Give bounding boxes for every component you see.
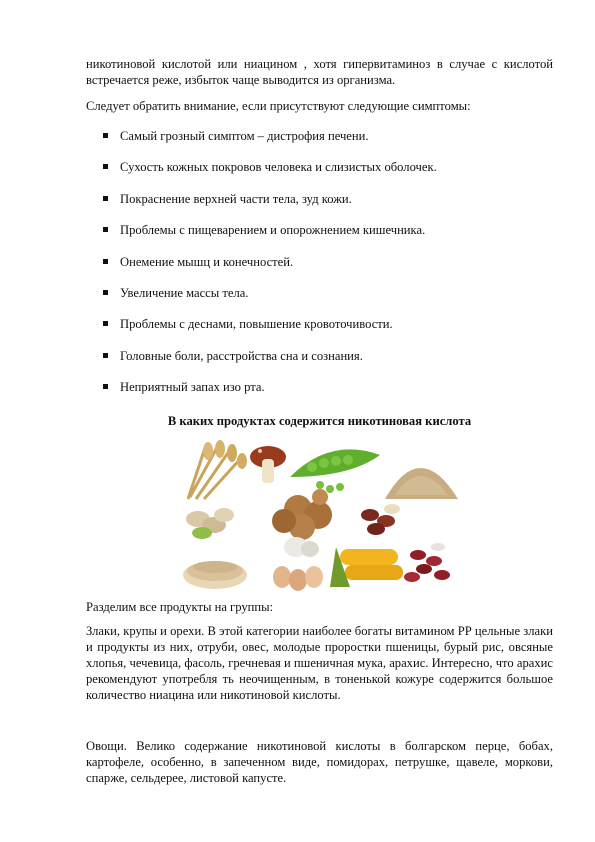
list-item bbox=[86, 316, 546, 347]
list-item-text: Самый грозный симптом – дистрофия печени. bbox=[120, 129, 369, 143]
food-collage-image bbox=[180, 437, 460, 592]
list-item-text: Онемение мышц и конечностей. bbox=[120, 254, 294, 269]
bullet-icon bbox=[103, 321, 108, 326]
list-item bbox=[86, 285, 546, 316]
section-heading: В каких продуктах содержится никотиновая кислота bbox=[167, 414, 472, 428]
list-item-text: Сухость кожных покровов человека и слизистых оболочек. bbox=[120, 160, 437, 175]
bullet-icon bbox=[103, 384, 108, 389]
list-item-text: Проблемы с пищеварением и опорожнением кишечника. bbox=[120, 223, 426, 238]
list-item bbox=[86, 159, 546, 190]
list-item bbox=[86, 348, 546, 379]
list-item-text: Проблемы с деснами, повышение кровоточивости. bbox=[120, 317, 393, 332]
list-item bbox=[86, 379, 546, 410]
list-item bbox=[86, 191, 546, 222]
list-item bbox=[86, 128, 546, 159]
grains-paragraph: Злаки, крупы и орехи. В этой категории наиболее богаты витамином РР цельные злаки и продукты из них, отруби, овес, молодые проростки пшеницы, бурый рис, овсяные хлопья, чечевица, фасоль, гречневая и пшеничная мука, арахис. Интересно, что арахис рекомендуют употребля ть неочищенным, в тоненькой кожуре содержится большое количество ниацина или никотиновой кислоты. bbox=[86, 624, 553, 702]
symptoms-lead: Следует обратить внимание, если присутствуют следующие симптомы: bbox=[86, 99, 471, 113]
vegetables-paragraph: Овощи. Велико содержание никотиновой кислоты в болгарском перце, бобах, картофеле, особенно, в запеченном виде, помидорах, петрушке, щавеле, моркови, спарже, сельдерее, листовой капусте. bbox=[86, 739, 553, 785]
list-item-text: Увеличение массы тела. bbox=[120, 285, 249, 300]
eggs-image bbox=[273, 566, 323, 591]
symptom-list bbox=[86, 128, 546, 411]
list-item-text: Покраснение верхней части тела, зуд кожи. bbox=[120, 191, 352, 206]
bullet-icon bbox=[103, 227, 108, 232]
groups-intro: Разделим все продукты на группы: bbox=[86, 600, 274, 614]
intro-paragraph: никотиновой кислотой или ниацином , хотя гипервитаминоз в случае с кислотой встречается реже, избыток чаще выводится из организма. bbox=[86, 57, 553, 87]
list-item bbox=[86, 254, 546, 285]
bullet-icon bbox=[103, 164, 108, 169]
bullet-icon bbox=[103, 196, 108, 201]
bullet-icon bbox=[103, 290, 108, 295]
list-item-text: Неприятный запах изо рта. bbox=[120, 380, 265, 395]
list-item-text: Головные боли, расстройства сна и сознания. bbox=[120, 348, 363, 363]
bullet-icon bbox=[103, 353, 108, 358]
list-item bbox=[86, 222, 546, 253]
oatmeal-bowl-image bbox=[183, 561, 247, 589]
bullet-icon bbox=[103, 259, 108, 264]
bullet-icon bbox=[103, 133, 108, 138]
